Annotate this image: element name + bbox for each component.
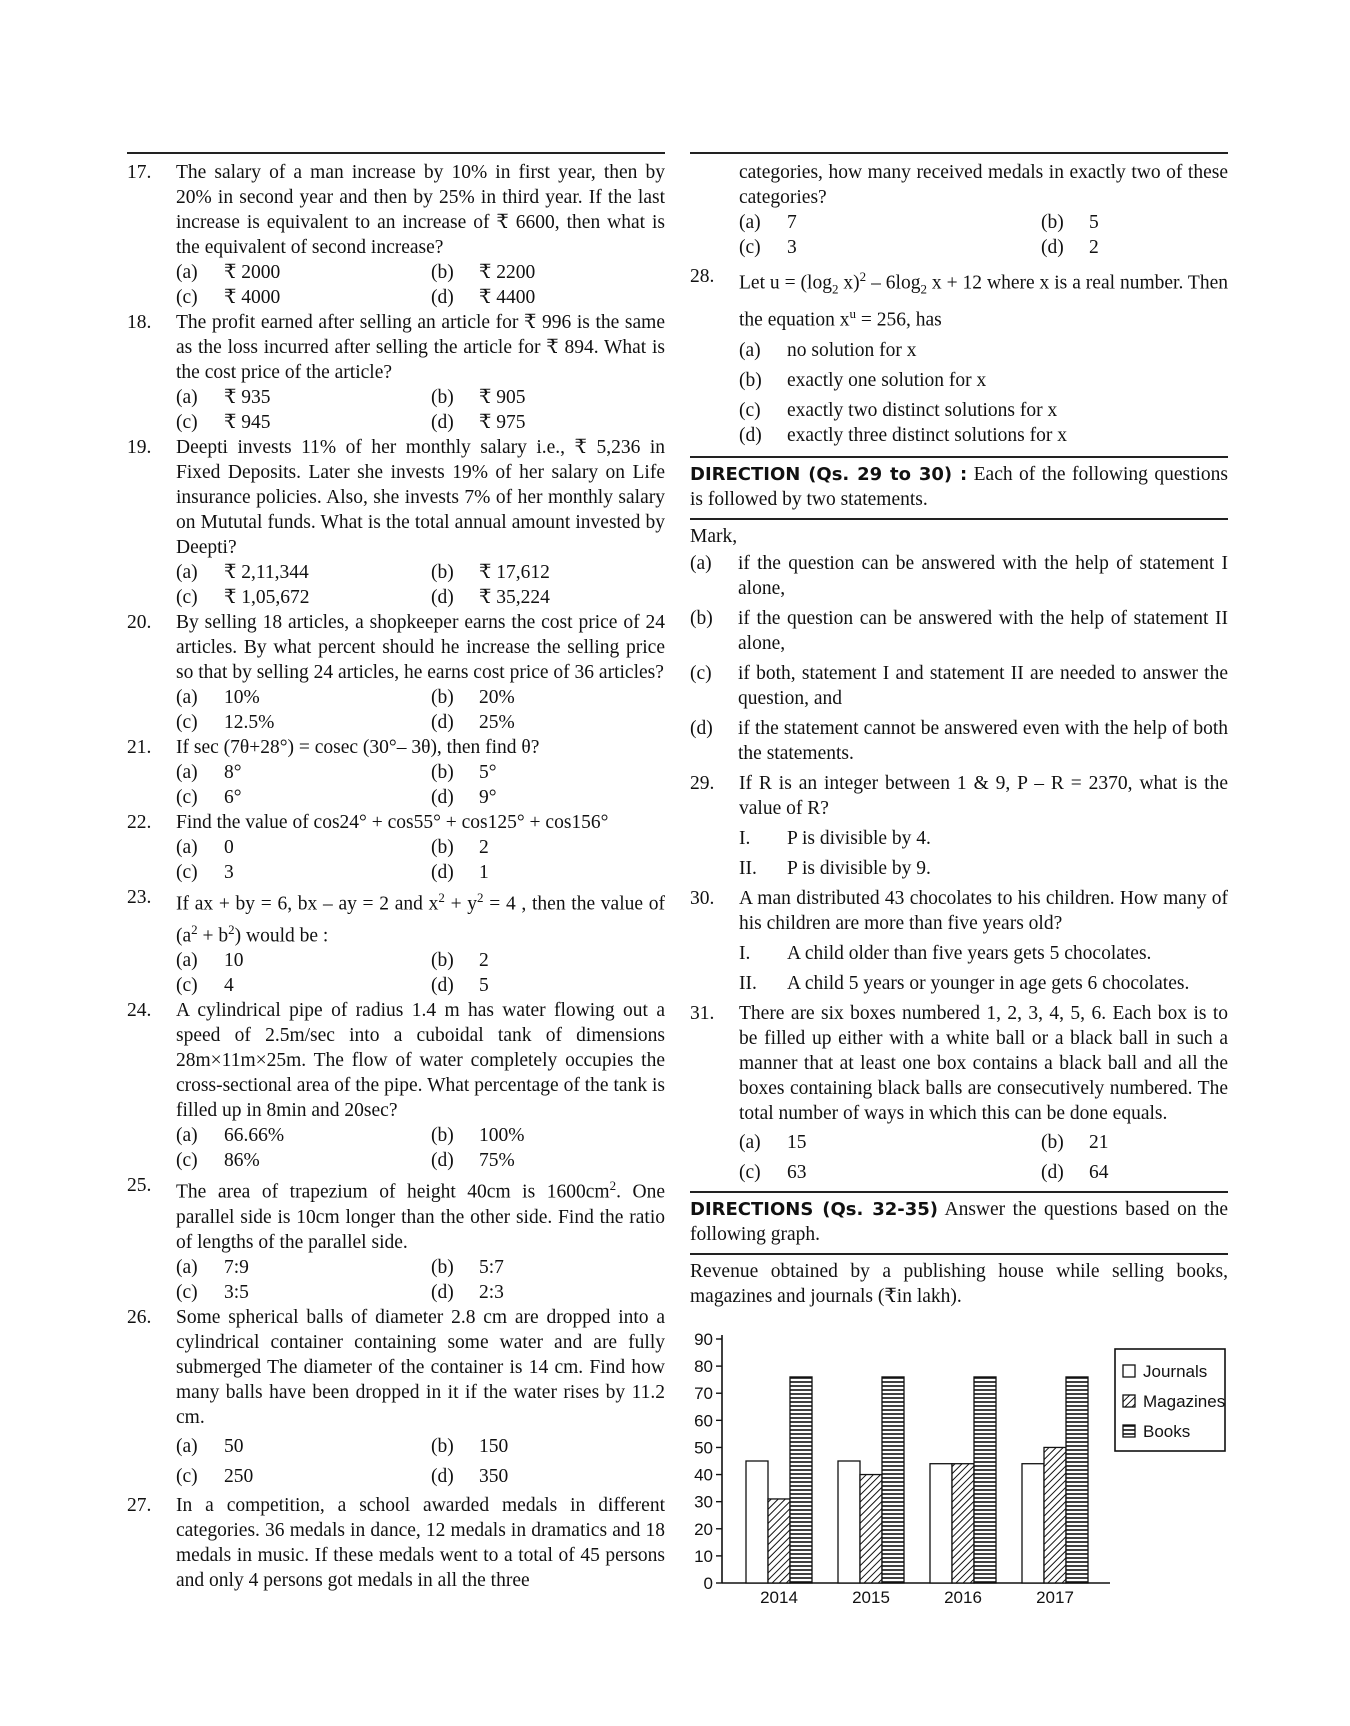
statement: I. P is divisible by 4. bbox=[739, 827, 931, 849]
option-label: (a) bbox=[176, 387, 198, 408]
option-label: (d) bbox=[431, 1150, 454, 1171]
legend-label: Magazines bbox=[1143, 1392, 1226, 1411]
option-value: 86% bbox=[224, 1150, 260, 1171]
question-28 bbox=[690, 264, 1228, 448]
question-text: By selling 18 articles, a shopkeeper earns the cost price of 24 articles. By what percent should he increase the selling price so that by selling 24 articles, he earns cost price of 36 articles? bbox=[176, 612, 665, 683]
option-label: (a) bbox=[176, 687, 198, 708]
question-text: In a competition, a school awarded medals in different categories. 36 medals in dance, 12 medals in dramatics and 18 medals in music. If these medals went to a total of 45 persons and only 4 persons got medals in all the three bbox=[176, 1494, 665, 1591]
question-22 bbox=[127, 810, 665, 885]
option-label: (d) bbox=[431, 412, 454, 433]
y-tick-label: 20 bbox=[694, 1519, 713, 1539]
options bbox=[176, 760, 665, 810]
question-number: 21. bbox=[127, 737, 152, 758]
legend-label: Books bbox=[1143, 1422, 1191, 1441]
question-text: The area of trapezium of height 40cm is $1600cm^2$. One parallel side is 10cm longer than the other side. Find the ratio of lengths of the parallel side. bbox=[176, 1178, 665, 1253]
option-value: 10% bbox=[224, 687, 260, 708]
legend-swatch-books bbox=[1123, 1425, 1135, 1437]
bar-journals-2016 bbox=[930, 1464, 952, 1583]
divider bbox=[690, 1191, 1228, 1193]
question-number: 24. bbox=[127, 1000, 152, 1021]
option-value: 25% bbox=[479, 712, 515, 733]
option-value: 4 bbox=[224, 975, 234, 996]
option-value: ₹ 17,612 bbox=[479, 562, 550, 583]
x-tick-label: 2014 bbox=[760, 1588, 798, 1605]
option-value: 15 bbox=[787, 1131, 807, 1153]
option-value: 20% bbox=[479, 687, 515, 708]
option-value: 5 bbox=[1089, 212, 1099, 233]
option-value: ₹ 4000 bbox=[224, 287, 281, 308]
bar-journals-2015 bbox=[838, 1461, 860, 1583]
options bbox=[176, 948, 665, 998]
option-value: ₹ 2200 bbox=[479, 262, 536, 283]
option-row: (c) exactly two distinct solutions for x bbox=[739, 399, 1058, 421]
option-label: (c) bbox=[176, 862, 198, 883]
bar-journals-2017 bbox=[1022, 1464, 1044, 1583]
options bbox=[176, 385, 665, 435]
question-number: 26. bbox=[127, 1306, 152, 1328]
question-number: 22. bbox=[127, 812, 152, 833]
y-tick-label: 80 bbox=[694, 1357, 713, 1377]
option-label: (a) bbox=[176, 762, 198, 783]
mark-label: Mark, bbox=[690, 525, 738, 547]
options bbox=[176, 1123, 665, 1173]
option-value: 66.66% bbox=[224, 1125, 285, 1146]
bar-magazines-2015 bbox=[860, 1475, 882, 1583]
question-30 bbox=[690, 886, 1228, 996]
question-number: 29. bbox=[690, 772, 715, 794]
option-value: 2 bbox=[479, 837, 489, 858]
options bbox=[176, 260, 665, 310]
divider bbox=[690, 1253, 1228, 1255]
option-label: (c) bbox=[739, 1161, 761, 1183]
legend-swatch-journals bbox=[1123, 1365, 1135, 1377]
question-20 bbox=[127, 610, 665, 735]
option-label: (d) bbox=[1041, 1161, 1064, 1183]
option-value: ₹ 945 bbox=[224, 412, 271, 433]
option-label: (c) bbox=[176, 787, 198, 808]
option-value: 1 bbox=[479, 862, 489, 883]
options bbox=[176, 685, 665, 735]
question-text: The salary of a man increase by 10% in first year, then by 20% in second year and then by 25% in third year. If the last increase is equivalent to an increase of ₹ 6600, then what is the equivalent of second increase? bbox=[176, 162, 665, 258]
option-label: (a) bbox=[176, 562, 198, 583]
option-value: ₹ 905 bbox=[479, 387, 526, 408]
option-label: (a) bbox=[176, 837, 198, 858]
graph-caption: Revenue obtained by a publishing house while selling books, magazines and journals (₹in lakh). bbox=[690, 1260, 1228, 1307]
bar-books-2015 bbox=[882, 1377, 904, 1583]
option-value: ₹ 1,05,672 bbox=[224, 587, 310, 608]
y-tick-label: 10 bbox=[694, 1546, 713, 1566]
option-label: (d) bbox=[431, 975, 454, 996]
option-value: 75% bbox=[479, 1150, 515, 1171]
option-label: (b) bbox=[431, 687, 454, 708]
options bbox=[176, 835, 665, 885]
option-value: 2 bbox=[479, 950, 489, 971]
option-value: 64 bbox=[1089, 1161, 1109, 1183]
option-value: 3 bbox=[787, 237, 797, 258]
option-value: 3:5 bbox=[224, 1281, 249, 1303]
question-number: 27. bbox=[127, 1494, 152, 1516]
option-label: (c) bbox=[176, 587, 198, 608]
question-text: There are six boxes numbered 1, 2, 3, 4, 5, 6. Each box is to be filled up either with a white ball or a black ball in such a manner that at least one box contains a black ball and all the boxes containing black balls are consecutively numbered. The total number of ways in which this can be done equals. bbox=[739, 1002, 1228, 1124]
option-label: (d) bbox=[431, 712, 454, 733]
question-text: If sec (7θ+28°) = cosec (30°– 3θ), then find θ? bbox=[176, 737, 540, 758]
option-value: 150 bbox=[479, 1435, 509, 1457]
option-label: (d) bbox=[431, 1465, 454, 1487]
option-value: 50 bbox=[224, 1435, 244, 1457]
direction-29-30: DIRECTION (Qs. 29 to 30) : Each of the following questions is followed by two statements. bbox=[690, 463, 1228, 510]
y-tick-label: 0 bbox=[703, 1574, 713, 1593]
mark-option: (b) if the question can be answered with the help of statement II alone, bbox=[690, 607, 1228, 654]
options bbox=[739, 1130, 1228, 1185]
option-row: (b) exactly one solution for x bbox=[739, 369, 987, 391]
options bbox=[176, 1255, 665, 1305]
question-19 bbox=[127, 435, 665, 610]
legend-label: Journals bbox=[1143, 1362, 1208, 1381]
option-row: (a) no solution for x bbox=[739, 339, 917, 361]
question-text: Deepti invests 11% of her monthly salary i.e., ₹ 5,236 in Fixed Deposits. Later she invests 19% of her salary on Life insurance policies. Also, she invests 7% of her monthly salary on Mututal funds. What is the total annual amount invested by Deepti? bbox=[176, 437, 665, 558]
left-column bbox=[127, 160, 665, 1593]
mark-option: (c) if both, statement I and statement II are needed to answer the question, and bbox=[690, 662, 1228, 709]
x-tick-label: 2016 bbox=[944, 1588, 982, 1605]
option-value: 63 bbox=[787, 1161, 807, 1183]
option-value: 8° bbox=[224, 762, 242, 783]
option-value: 0 bbox=[224, 837, 234, 858]
question-number: 20. bbox=[127, 612, 152, 633]
question-number: 28. bbox=[690, 266, 715, 287]
y-tick-label: 90 bbox=[694, 1330, 713, 1349]
option-value: 21 bbox=[1089, 1131, 1109, 1153]
question-number: 23. bbox=[127, 887, 152, 908]
options bbox=[739, 210, 1228, 260]
question-number: 18. bbox=[127, 312, 152, 333]
option-label: (c) bbox=[176, 1465, 198, 1487]
question-31 bbox=[690, 1001, 1228, 1185]
options bbox=[176, 1434, 665, 1489]
option-value: ₹ 935 bbox=[224, 387, 271, 408]
option-value: 10 bbox=[224, 950, 244, 971]
statement: II. P is divisible by 9. bbox=[739, 857, 931, 879]
option-label: (a) bbox=[176, 262, 198, 283]
option-value: 5:7 bbox=[479, 1256, 504, 1278]
option-label: (b) bbox=[1041, 1131, 1064, 1153]
question-text: If R is an integer between 1 & 9, P – R = 2370, what is the value of R? bbox=[739, 772, 1228, 819]
option-label: (d) bbox=[1041, 237, 1064, 258]
question-26 bbox=[127, 1305, 665, 1489]
question-text: A cylindrical pipe of radius 1.4 m has water flowing out a speed of 2.5m/sec into a cuboidal tank of dimensions 28m×11m×25m. The flow of water completely occupies the cross-sectional area of the pipe. What percentage of the tank is filled up in 8min and 20sec? bbox=[176, 1000, 665, 1121]
question-27-continued bbox=[690, 160, 1228, 260]
option-label: (a) bbox=[739, 1131, 761, 1153]
option-value: ₹ 2000 bbox=[224, 262, 281, 283]
option-value: ₹ 4400 bbox=[479, 287, 536, 308]
bar-magazines-2014 bbox=[768, 1499, 790, 1583]
bar-books-2016 bbox=[974, 1377, 996, 1583]
question-29 bbox=[690, 771, 1228, 881]
option-label: (b) bbox=[431, 837, 454, 858]
question-number: 17. bbox=[127, 162, 152, 183]
option-row: (d) exactly three distinct solutions for x bbox=[739, 424, 1067, 446]
option-label: (d) bbox=[431, 587, 454, 608]
option-label: (b) bbox=[431, 1435, 454, 1457]
statement: II. A child 5 years or younger in age gets 6 chocolates. bbox=[739, 972, 1190, 994]
question-27 bbox=[127, 1493, 665, 1593]
option-value: 12.5% bbox=[224, 712, 275, 733]
option-label: (d) bbox=[431, 787, 454, 808]
option-value: 6° bbox=[224, 787, 242, 808]
y-tick-label: 70 bbox=[694, 1384, 713, 1404]
option-label: (c) bbox=[176, 287, 198, 308]
option-label: (b) bbox=[1041, 212, 1064, 233]
option-value: 9° bbox=[479, 787, 497, 808]
statement: I. A child older than five years gets 5 chocolates. bbox=[739, 942, 1152, 964]
mark-option: (d) if the statement cannot be answered even with the help of both the statements. bbox=[690, 717, 1228, 764]
option-label: (c) bbox=[176, 975, 198, 996]
option-value: 7 bbox=[787, 212, 797, 233]
question-text: Find the value of cos24° + cos55° + cos125° + cos156° bbox=[176, 812, 609, 833]
option-label: (a) bbox=[176, 1256, 198, 1278]
question-23 bbox=[127, 885, 665, 998]
question-text: Let $u = (\log_2$ $x)^2 - 6\log_2$ x + 12 where x is a real number. Then the equation $x^u = 256$, has bbox=[739, 269, 1228, 331]
y-tick-label: 40 bbox=[694, 1465, 713, 1485]
option-label: (b) bbox=[431, 262, 454, 283]
x-tick-label: 2015 bbox=[852, 1588, 890, 1605]
question-25 bbox=[127, 1173, 665, 1305]
divider bbox=[690, 518, 1228, 520]
option-value: 7:9 bbox=[224, 1256, 249, 1278]
option-label: (c) bbox=[739, 237, 761, 258]
question-text: If ax + by = 6, bx – ay = 2 and $x^2 + y^2 = 4$ , then the value of $(a^2 + b^2)$ would be : bbox=[176, 890, 665, 946]
option-label: (c) bbox=[176, 712, 198, 733]
question-21 bbox=[127, 735, 665, 810]
direction-32-35: DIRECTIONS (Qs. 32-35) Answer the questions based on the following graph. bbox=[690, 1198, 1228, 1245]
option-label: (b) bbox=[431, 562, 454, 583]
top-rule-left bbox=[127, 152, 665, 154]
option-value: ₹ 975 bbox=[479, 412, 526, 433]
y-tick-label: 50 bbox=[694, 1438, 713, 1458]
bar-journals-2014 bbox=[746, 1461, 768, 1583]
option-label: (c) bbox=[176, 1150, 198, 1171]
option-label: (b) bbox=[431, 387, 454, 408]
option-label: (a) bbox=[176, 1435, 198, 1457]
question-17 bbox=[127, 160, 665, 310]
bar-magazines-2017 bbox=[1044, 1447, 1066, 1583]
question-24 bbox=[127, 998, 665, 1173]
option-value: 3 bbox=[224, 862, 234, 883]
option-label: (b) bbox=[431, 1256, 454, 1278]
option-value: ₹ 2,11,344 bbox=[224, 562, 309, 583]
top-rule-right bbox=[690, 152, 1228, 154]
legend-swatch-magazines bbox=[1123, 1395, 1135, 1407]
options bbox=[176, 560, 665, 610]
option-label: (a) bbox=[176, 1125, 198, 1146]
x-tick-label: 2017 bbox=[1036, 1588, 1074, 1605]
option-value: 2:3 bbox=[479, 1281, 504, 1303]
option-value: 2 bbox=[1089, 237, 1099, 258]
option-label: (b) bbox=[431, 950, 454, 971]
y-tick-label: 30 bbox=[694, 1492, 713, 1512]
question-text: The profit earned after selling an article for ₹ 996 is the same as the loss incurred after selling the article for ₹ 894. What is the cost price of the article? bbox=[176, 312, 665, 383]
bar-magazines-2016 bbox=[952, 1464, 974, 1583]
revenue-bar-chart bbox=[690, 1325, 1230, 1605]
question-number: 25. bbox=[127, 1175, 152, 1196]
option-label: (b) bbox=[431, 1125, 454, 1146]
question-text: categories, how many received medals in exactly two of these categories? bbox=[739, 162, 1228, 208]
option-label: (d) bbox=[431, 287, 454, 308]
right-column bbox=[690, 160, 1228, 1309]
question-number: 31. bbox=[690, 1002, 715, 1024]
option-label: (a) bbox=[739, 212, 761, 233]
option-label: (d) bbox=[431, 862, 454, 883]
bar-books-2017 bbox=[1066, 1377, 1088, 1583]
option-value: 100% bbox=[479, 1125, 525, 1146]
divider bbox=[690, 456, 1228, 458]
question-text: Some spherical balls of diameter 2.8 cm are dropped into a cylindrical container containing some water and are fully submerged The diameter of the container is 14 cm. Find how many balls have been dropped in it if the water rises by 11.2 cm. bbox=[176, 1306, 665, 1428]
y-tick-label: 60 bbox=[694, 1411, 713, 1431]
option-label: (d) bbox=[431, 1281, 454, 1303]
mark-option: (a) if the question can be answered with the help of statement I alone, bbox=[690, 552, 1228, 599]
question-18 bbox=[127, 310, 665, 435]
option-label: (c) bbox=[176, 412, 198, 433]
question-number: 19. bbox=[127, 437, 152, 458]
option-value: 5 bbox=[479, 975, 489, 996]
option-value: ₹ 35,224 bbox=[479, 587, 550, 608]
question-text: A man distributed 43 chocolates to his children. How many of his children are more than five years old? bbox=[739, 887, 1228, 934]
option-value: 350 bbox=[479, 1465, 509, 1487]
option-label: (b) bbox=[431, 762, 454, 783]
option-value: 250 bbox=[224, 1465, 254, 1487]
option-value: 5° bbox=[479, 762, 497, 783]
option-label: (a) bbox=[176, 950, 198, 971]
bar-books-2014 bbox=[790, 1377, 812, 1583]
question-number: 30. bbox=[690, 887, 715, 909]
option-label: (c) bbox=[176, 1281, 198, 1303]
